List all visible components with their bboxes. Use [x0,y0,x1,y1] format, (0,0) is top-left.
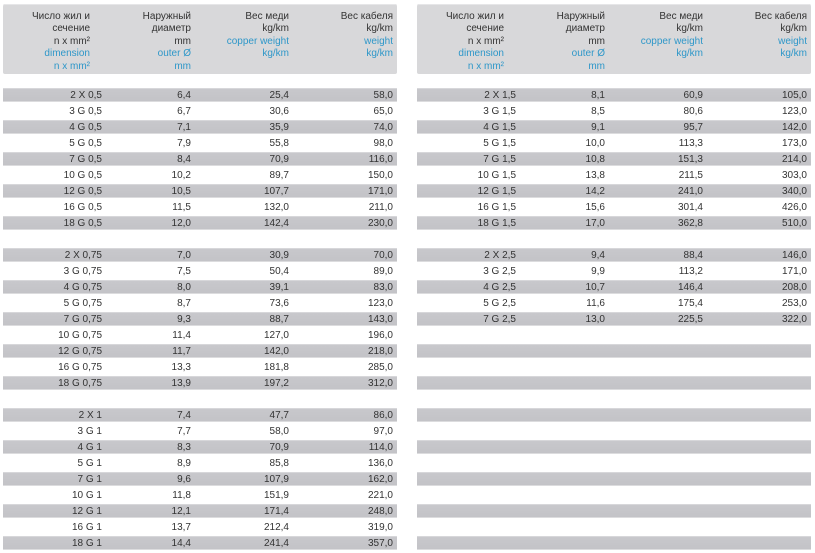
cell-dimension: 3 G 0,5 [69,105,102,117]
cell-copper-weight: 30,9 [269,249,289,261]
cell-dimension: 7 G 0,5 [69,153,102,165]
header-cable-weight-en: weight [778,35,807,47]
header-outer-diameter-ru-1: Наружный [142,11,191,22]
cell-cable-weight: 105,0 [781,89,807,101]
cell-copper-weight: 127,0 [263,329,289,341]
header-cable-weight-unit: kg/km [366,23,393,35]
cell-dimension: 7 G 2,5 [483,313,516,325]
empty-row [417,455,811,471]
cell-cable-weight: 510,0 [781,217,807,229]
cell-dimension: 5 G 1,5 [483,137,516,149]
cell-copper-weight: 132,0 [263,201,289,213]
header-dimension-ru-2: сечение [466,23,504,35]
cell-outer-diameter: 13,0 [585,313,605,325]
cell-cable-weight: 285,0 [367,361,393,373]
table-row [417,295,811,311]
header-outer-diameter-en: outer Ø [157,48,191,60]
cell-outer-diameter: 8,1 [591,89,605,101]
cell-dimension: 4 G 0,5 [69,121,102,133]
cell-dimension: 16 G 1 [71,521,102,533]
cell-outer-diameter: 7,1 [177,121,191,133]
table-row [417,247,811,263]
cell-outer-diameter: 13,3 [171,361,191,373]
empty-row [417,423,811,439]
cell-copper-weight: 211,5 [678,169,703,181]
header-cable-weight-ru: Вес кабеля [340,11,393,22]
cell-outer-diameter: 7,0 [177,249,191,261]
cell-copper-weight: 39,1 [269,281,289,293]
header-dimension-en: dimension [458,48,504,60]
cell-cable-weight: 116,0 [368,153,393,165]
cell-copper-weight: 35,9 [269,121,289,133]
cell-dimension: 12 G 1 [71,505,102,517]
cell-outer-diameter: 10,0 [585,137,605,149]
cell-cable-weight: 221,0 [367,489,393,501]
cell-cable-weight: 123,0 [367,297,393,309]
table-row [3,119,397,135]
cell-copper-weight: 107,7 [263,185,289,197]
cell-outer-diameter: 8,7 [177,297,191,309]
cell-dimension: 7 G 1 [77,473,102,485]
cell-outer-diameter: 9,4 [591,249,605,261]
cell-copper-weight: 70,9 [269,153,289,165]
header-copper-weight-unit: kg/km [676,23,703,35]
cell-copper-weight: 146,4 [677,281,703,293]
cell-cable-weight: 340,0 [781,185,807,197]
empty-row [417,375,811,391]
header-cable-weight-unit: kg/km [780,23,807,35]
cell-outer-diameter: 13,8 [585,169,605,181]
table-row [417,151,811,167]
table-row [3,471,397,487]
cell-cable-weight: 173,0 [781,137,807,149]
cell-cable-weight: 171,0 [781,265,807,277]
header-dimension-unit: n x mm² [467,35,504,47]
cell-copper-weight: 25,4 [269,89,289,101]
table-body [3,87,397,551]
header-dimension-unit: n x mm² [53,35,90,47]
row-group [417,87,811,231]
header-dimension-column [3,11,104,74]
cell-copper-weight: 181,8 [263,361,289,373]
cell-cable-weight: 97,0 [373,425,393,437]
header-dimension-en: dimension [44,48,90,60]
cell-outer-diameter: 6,4 [177,89,191,101]
header-dimension-column [417,11,518,74]
cell-dimension: 2 X 0,5 [70,89,102,101]
cell-copper-weight: 225,5 [677,313,703,325]
cell-cable-weight: 218,0 [367,345,393,357]
table-row [417,279,811,295]
cell-cable-weight: 136,0 [367,457,393,469]
cell-dimension: 2 X 1,5 [484,89,516,101]
header-cable-weight-en: weight [364,35,393,47]
table-row [3,503,397,519]
cell-dimension: 2 X 0,75 [64,249,102,261]
cable-table-right [417,4,811,551]
cell-outer-diameter: 12,1 [171,505,191,517]
table-row [417,103,811,119]
cell-copper-weight: 151,9 [263,489,289,501]
table-row [417,215,811,231]
cell-dimension: 18 G 0,5 [63,217,102,229]
empty-row [417,519,811,535]
cell-dimension: 10 G 1 [71,489,102,501]
cell-cable-weight: 248,0 [367,505,393,517]
cell-outer-diameter: 10,7 [585,281,605,293]
cell-cable-weight: 143,0 [367,313,393,325]
cell-dimension: 18 G 0,75 [58,377,102,389]
table-header [417,4,811,74]
cell-dimension: 3 G 2,5 [483,265,516,277]
table-row [417,135,811,151]
cell-outer-diameter: 9,6 [177,473,191,485]
header-copper-weight-column [193,11,291,74]
cell-dimension: 3 G 0,75 [63,265,102,277]
cell-dimension: 10 G 1,5 [477,169,516,181]
cell-outer-diameter: 9,9 [591,265,605,277]
cell-outer-diameter: 8,0 [177,281,191,293]
cell-dimension: 16 G 0,75 [58,361,102,373]
cell-cable-weight: 146,0 [781,249,807,261]
header-outer-diameter-ru-1: Наружный [556,11,605,22]
header-copper-weight-unit: kg/km [262,23,289,35]
cell-dimension: 7 G 1,5 [483,153,516,165]
cell-dimension: 2 X 2,5 [484,249,516,261]
cell-dimension: 12 G 0,75 [58,345,102,357]
header-outer-diameter-en-unit: mm [174,60,191,72]
table-row [3,103,397,119]
empty-row [417,471,811,487]
table-row [417,183,811,199]
cell-cable-weight: 171,0 [367,185,393,197]
cell-cable-weight: 322,0 [781,313,807,325]
cell-cable-weight: 83,0 [373,281,393,293]
table-body [417,87,811,551]
cell-outer-diameter: 13,9 [171,377,191,389]
table-row [3,455,397,471]
cell-copper-weight: 241,4 [263,537,289,549]
cell-cable-weight: 253,0 [781,297,807,309]
cell-outer-diameter: 7,9 [177,137,191,149]
table-row [3,279,397,295]
cell-outer-diameter: 13,7 [171,521,191,533]
cell-copper-weight: 88,7 [269,313,289,325]
header-dimension-ru-1: Число жил и [445,11,504,22]
row-group [417,247,811,391]
cell-dimension: 4 G 1 [77,441,102,453]
table-row [3,247,397,263]
cell-cable-weight: 123,0 [781,105,807,117]
header-dimension-ru-2: сечение [52,23,90,35]
cell-outer-diameter: 12,0 [171,217,191,229]
cell-cable-weight: 58,0 [373,89,393,101]
cell-copper-weight: 301,4 [677,201,703,213]
table-row [3,199,397,215]
cell-cable-weight: 74,0 [373,121,393,133]
cell-dimension: 5 G 0,75 [63,297,102,309]
cell-dimension: 18 G 1 [71,537,102,549]
table-row [3,407,397,423]
header-outer-diameter-unit: mm [588,35,605,47]
cell-cable-weight: 114,0 [368,441,393,453]
cell-cable-weight: 214,0 [781,153,807,165]
header-copper-weight-en: copper weight [226,35,289,47]
cell-cable-weight: 319,0 [367,521,393,533]
header-outer-diameter-unit: mm [174,35,191,47]
row-group [417,407,811,551]
cell-copper-weight: 362,8 [677,217,703,229]
cell-outer-diameter: 11,6 [586,297,605,309]
header-outer-diameter-column [104,11,193,74]
cell-copper-weight: 241,0 [677,185,703,197]
table-row [3,151,397,167]
cell-outer-diameter: 8,5 [591,105,605,117]
table-row [3,359,397,375]
header-copper-weight-en-unit: kg/km [676,48,703,60]
header-copper-weight-column [607,11,705,74]
cell-cable-weight: 211,0 [368,201,393,213]
cell-copper-weight: 60,9 [683,89,703,101]
cell-dimension: 10 G 0,5 [63,169,102,181]
cell-cable-weight: 150,0 [367,169,393,181]
cell-outer-diameter: 10,8 [585,153,605,165]
row-group [3,247,397,391]
cell-outer-diameter: 8,4 [177,153,191,165]
cell-copper-weight: 30,6 [269,105,289,117]
header-cable-weight-ru: Вес кабеля [754,11,807,22]
cell-dimension: 5 G 2,5 [483,297,516,309]
table-row [3,519,397,535]
cell-copper-weight: 113,2 [678,265,703,277]
cell-outer-diameter: 11,4 [172,329,191,341]
cell-copper-weight: 85,8 [269,457,289,469]
cell-outer-diameter: 9,3 [177,313,191,325]
cell-copper-weight: 107,9 [263,473,289,485]
cell-cable-weight: 89,0 [373,265,393,277]
cell-dimension: 3 G 1 [77,425,102,437]
cell-outer-diameter: 11,8 [172,489,191,501]
cell-cable-weight: 208,0 [781,281,807,293]
table-row [3,183,397,199]
table-row [3,295,397,311]
cell-outer-diameter: 7,4 [177,409,191,421]
empty-row [417,327,811,343]
header-dimension-en-unit: n x mm² [467,60,504,72]
header-cable-weight-en-unit: kg/km [780,48,807,60]
cell-copper-weight: 50,4 [269,265,289,277]
empty-row [417,359,811,375]
cell-cable-weight: 312,0 [367,377,393,389]
cell-dimension: 16 G 1,5 [477,201,516,213]
cell-outer-diameter: 10,5 [171,185,191,197]
header-dimension-ru-1: Число жил и [31,11,90,22]
cell-outer-diameter: 9,1 [591,121,605,133]
cell-outer-diameter: 15,6 [585,201,605,213]
table-row [417,87,811,103]
table-row [3,343,397,359]
empty-row [417,407,811,423]
cell-dimension: 18 G 1,5 [477,217,516,229]
cell-outer-diameter: 11,7 [172,345,191,357]
cell-cable-weight: 162,0 [367,473,393,485]
cell-copper-weight: 197,2 [263,377,289,389]
table-row [3,215,397,231]
cell-copper-weight: 171,4 [263,505,289,517]
table-row [3,535,397,551]
cell-outer-diameter: 7,5 [177,265,191,277]
row-group [3,87,397,231]
table-row [417,263,811,279]
table-row [3,87,397,103]
cell-dimension: 3 G 1,5 [483,105,516,117]
cell-copper-weight: 142,4 [263,217,289,229]
header-copper-weight-en-unit: kg/km [262,48,289,60]
empty-row [417,487,811,503]
cell-outer-diameter: 6,7 [177,105,191,117]
header-copper-weight-ru: Вес меди [245,11,289,22]
cell-copper-weight: 212,4 [263,521,289,533]
cell-cable-weight: 196,0 [367,329,393,341]
cell-outer-diameter: 8,3 [177,441,191,453]
cell-copper-weight: 89,7 [269,169,289,181]
cell-dimension: 4 G 2,5 [483,281,516,293]
table-row [3,487,397,503]
empty-row [417,343,811,359]
table-header [3,4,397,74]
cell-dimension: 12 G 0,5 [63,185,102,197]
cell-cable-weight: 303,0 [781,169,807,181]
table-row [3,167,397,183]
header-outer-diameter-en: outer Ø [571,48,605,60]
header-outer-diameter-ru-2: диаметр [565,23,605,35]
header-cable-weight-column [291,11,397,74]
cell-dimension: 5 G 1 [77,457,102,469]
cell-copper-weight: 95,7 [683,121,703,133]
empty-row [417,535,811,551]
cell-dimension: 4 G 1,5 [483,121,516,133]
cell-outer-diameter: 7,7 [177,425,191,437]
table-row [3,375,397,391]
cell-copper-weight: 142,0 [263,345,289,357]
header-copper-weight-ru: Вес меди [659,11,703,22]
cell-cable-weight: 70,0 [373,249,393,261]
cell-copper-weight: 73,6 [269,297,289,309]
cell-outer-diameter: 14,4 [171,537,191,549]
empty-row [417,439,811,455]
cell-cable-weight: 65,0 [373,105,393,117]
table-row [3,311,397,327]
table-row [417,311,811,327]
row-group [3,407,397,551]
cell-outer-diameter: 8,9 [177,457,191,469]
cell-copper-weight: 55,8 [269,137,289,149]
header-cable-weight-column [705,11,811,74]
header-dimension-en-unit: n x mm² [53,60,90,72]
cell-outer-diameter: 10,2 [171,169,191,181]
cell-cable-weight: 426,0 [781,201,807,213]
cell-dimension: 4 G 0,75 [63,281,102,293]
cell-copper-weight: 80,6 [683,105,703,117]
cell-cable-weight: 86,0 [373,409,393,421]
cell-dimension: 12 G 1,5 [477,185,516,197]
cell-copper-weight: 113,3 [678,137,703,149]
cell-copper-weight: 47,7 [269,409,289,421]
cell-copper-weight: 70,9 [269,441,289,453]
cable-table-left [3,4,397,551]
cell-dimension: 10 G 0,75 [58,329,102,341]
table-row [3,135,397,151]
cell-dimension: 2 X 1 [78,409,102,421]
cell-copper-weight: 175,4 [677,297,703,309]
header-outer-diameter-ru-2: диаметр [151,23,191,35]
cell-copper-weight: 88,4 [683,249,703,261]
header-copper-weight-en: copper weight [640,35,703,47]
header-outer-diameter-column [518,11,607,74]
cell-dimension: 7 G 0,75 [63,313,102,325]
table-row [3,263,397,279]
cell-cable-weight: 142,0 [781,121,807,133]
table-row [417,119,811,135]
cell-dimension: 16 G 0,5 [63,201,102,213]
empty-row [417,503,811,519]
header-cable-weight-en-unit: kg/km [366,48,393,60]
cell-copper-weight: 151,3 [677,153,703,165]
header-outer-diameter-en-unit: mm [588,60,605,72]
table-row [3,327,397,343]
cell-cable-weight: 357,0 [367,537,393,549]
cell-outer-diameter: 11,5 [172,201,191,213]
cell-copper-weight: 58,0 [269,425,289,437]
table-row [3,439,397,455]
cell-outer-diameter: 17,0 [585,217,605,229]
cell-cable-weight: 230,0 [367,217,393,229]
cell-cable-weight: 98,0 [373,137,393,149]
cell-dimension: 5 G 0,5 [69,137,102,149]
table-row [3,423,397,439]
cell-outer-diameter: 14,2 [585,185,605,197]
table-row [417,199,811,215]
table-row [417,167,811,183]
